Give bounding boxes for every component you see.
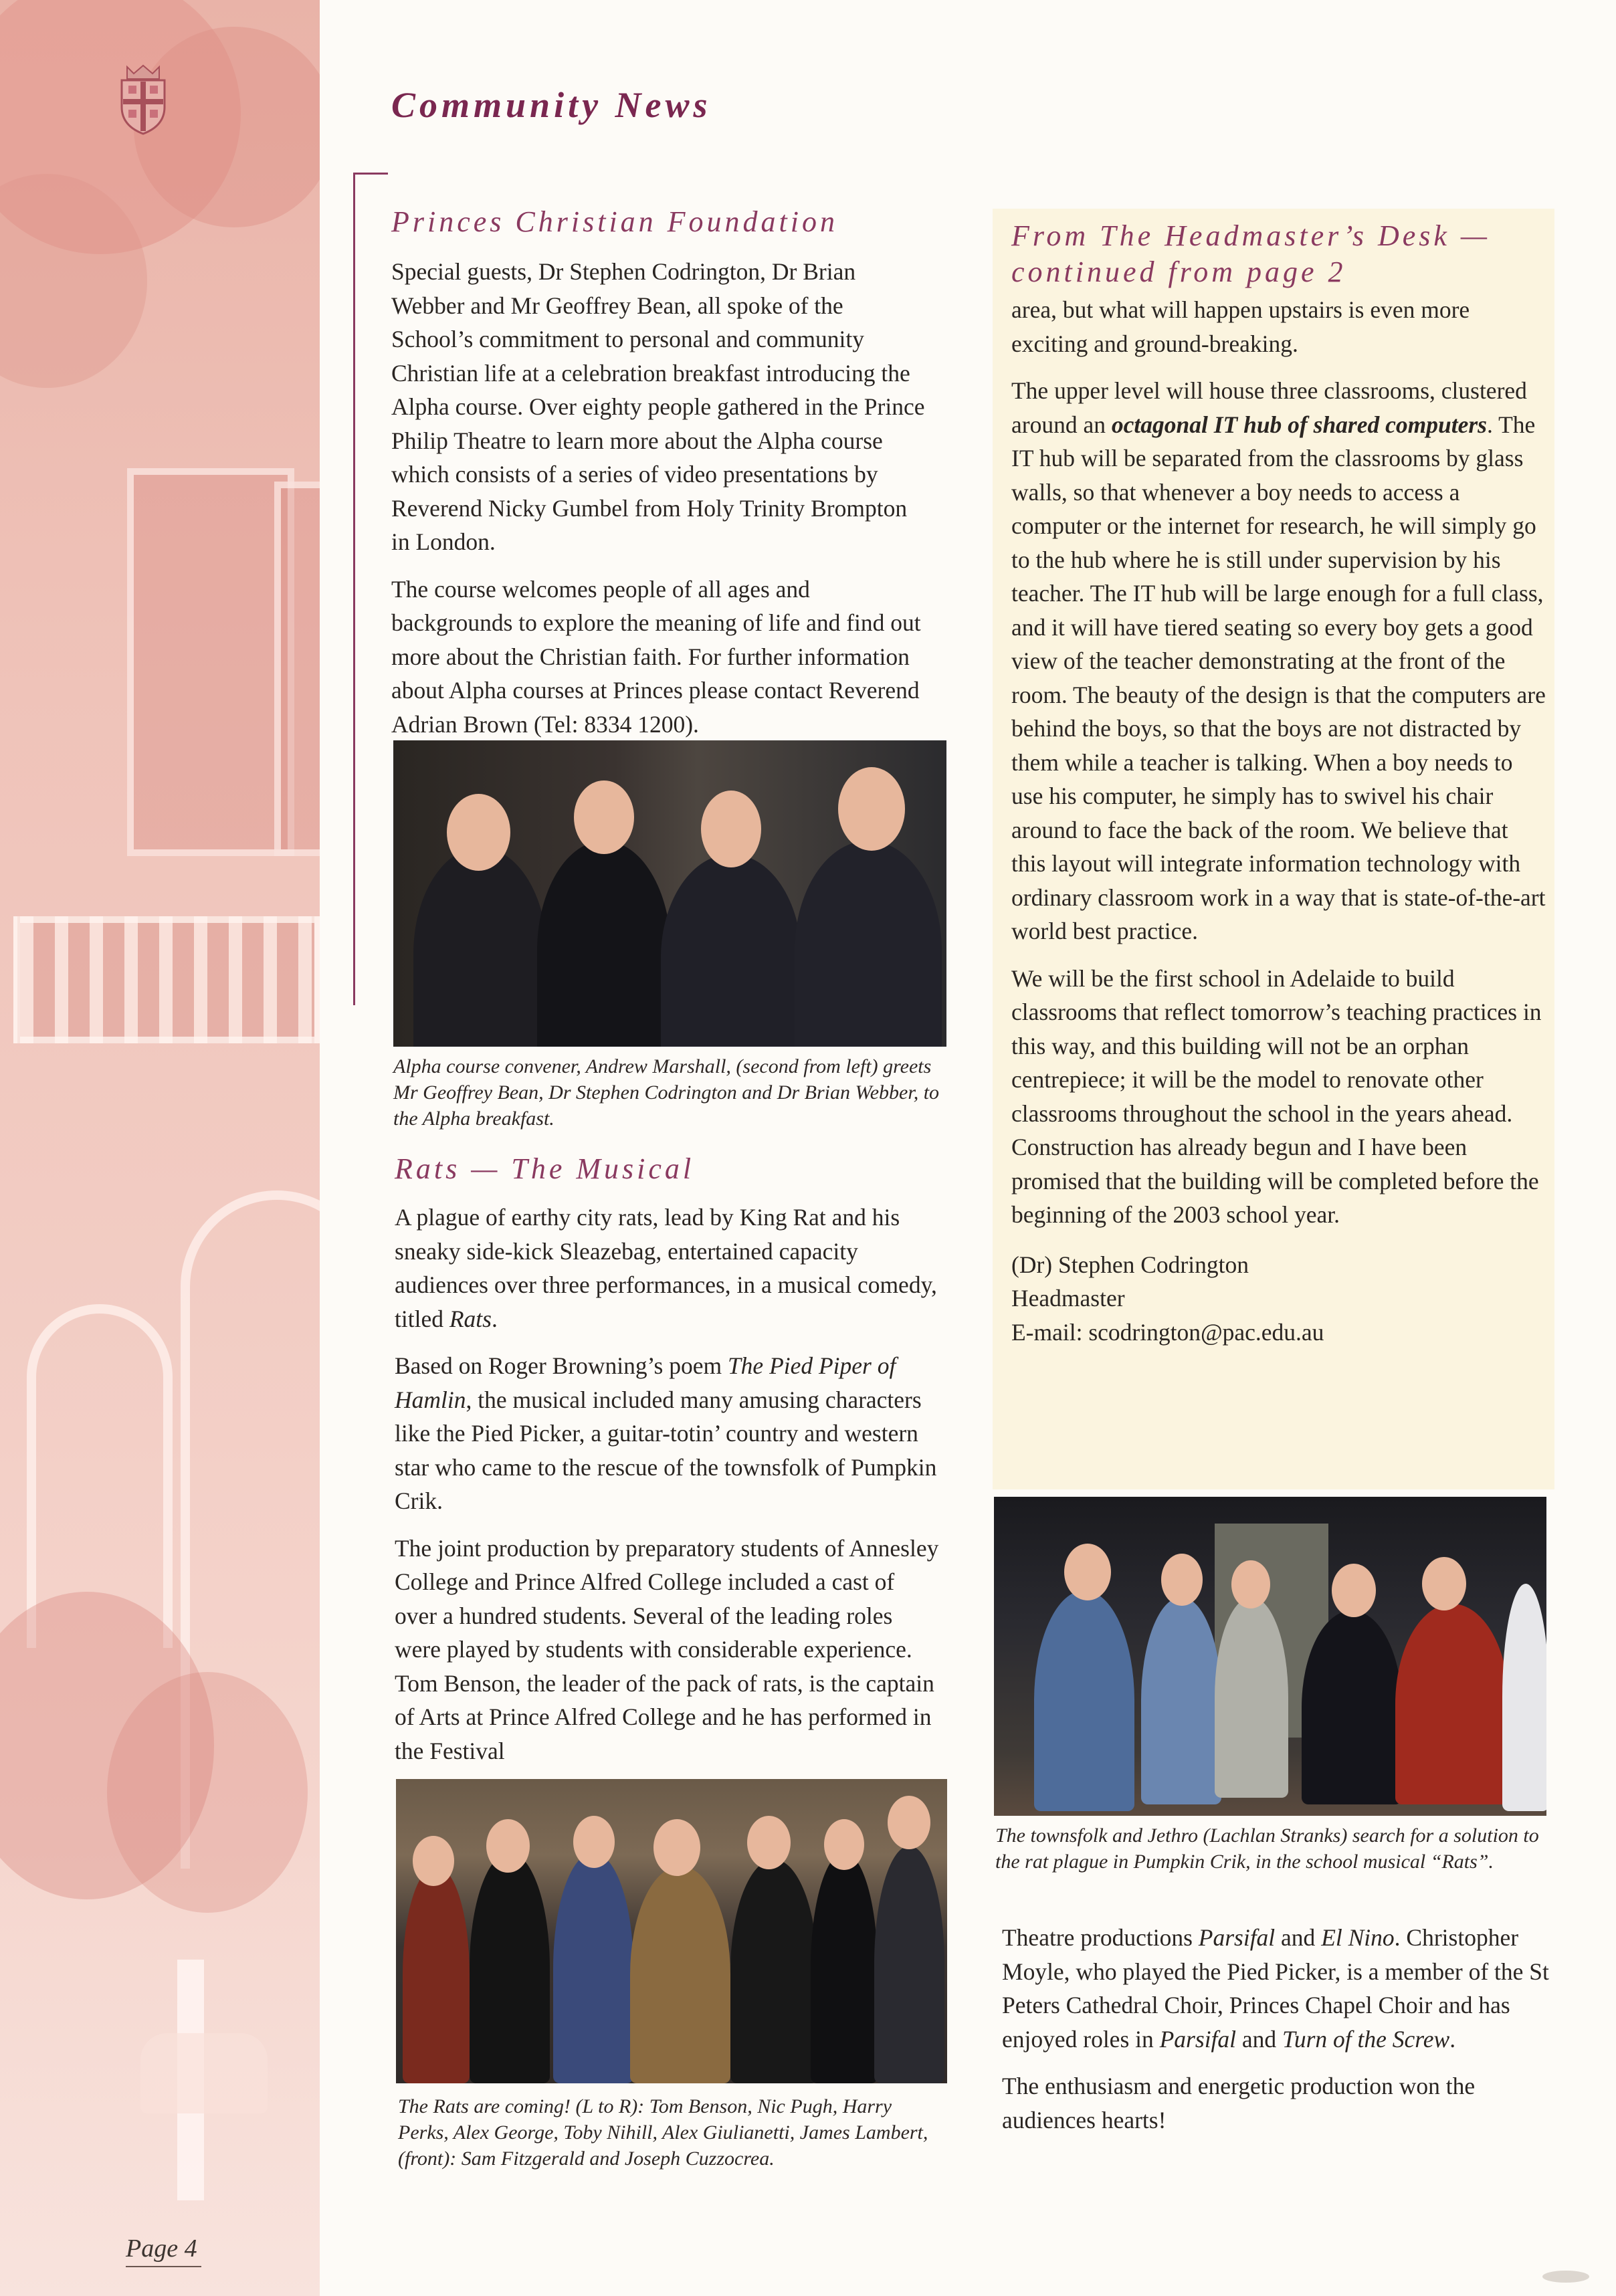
signature-name: (Dr) Stephen Codrington [1011, 1251, 1249, 1278]
article-paragraph: A plague of earthy city rats, lead by King Rat and his sneaky side-kick Sleazebag, entertained capacity audiences over three performances, in a musical comedy, titled Rats. [395, 1204, 937, 1332]
article-rats-the-musical [395, 1152, 940, 1768]
column-rule-top [353, 173, 388, 175]
scan-mark [1542, 2271, 1589, 2283]
article-princes-christian-foundation [391, 205, 926, 741]
section-title: Community News [391, 85, 712, 125]
page-number: Page 4 [126, 2234, 201, 2267]
column-rule-left [353, 173, 355, 1005]
rats-musical-stage-photo [994, 1497, 1546, 1816]
article-paragraph: We will be the first school in Adelaide to build classrooms that reflect tomorrow’s teaching practices in this way, and this building will not be an orphan centrepiece; it will be the model to renovate other classrooms throughout the school in the years ahead. Construction has already begun and I have been promised that the building will be completed before the beginning of the 2003 school year. [1011, 964, 1542, 1228]
article-heading: Princes Christian Foundation [391, 205, 838, 238]
rats-cast-photo [396, 1779, 947, 2083]
article-paragraph: Special guests, Dr Stephen Codrington, Dr Brian Webber and Mr Geoffrey Bean, all spoke of the School’s commitment to personal and community Christian life at a celebration breakfast introducing the Alpha course. Over eighty people gathered in the Prince Philip Theatre to learn more about the Alpha course which consists of a series of video presentations by Reverend Nicky Gumbel from Holy Trinity Brompton in London. [391, 258, 925, 555]
article-rats-continued [1002, 1921, 1550, 2137]
photo-caption-rats-cast: The Rats are coming! (L to R): Tom Benson, Nic Pugh, Harry Perks, Alex George, Toby Nihill, Alex Giulianetti, James Lambert, (front): Sam Fitzgerald and Joseph Cuzzocrea. [398, 2095, 928, 2170]
article-heading: From The Headmaster’s Desk — continued from page 2 [1011, 219, 1491, 288]
photo-caption-alpha: Alpha course convener, Andrew Marshall, (second from left) greets Mr Geoffrey Bean, Dr Stephen Codrington and Dr Brian Webber, to the Alpha breakfast. [393, 1055, 940, 1130]
signature-title: Headmaster [1011, 1285, 1125, 1312]
alpha-breakfast-photo [393, 740, 946, 1047]
decorative-sidebar-photo [0, 0, 320, 2296]
article-paragraph: The course welcomes people of all ages and backgrounds to explore the meaning of life and find out more about the Christian faith. For further information about Alpha courses at Princes please contact Reverend Adrian Brown (Tel: 8334 1200). [391, 575, 921, 738]
photo-caption-stage: The townsfolk and Jethro (Lachlan Stranks) search for a solution to the rat plague in Pumpkin Crik, in the school musical “Rats”. [995, 1824, 1539, 1873]
article-heading: Rats — The Musical [395, 1152, 695, 1185]
article-paragraph: The enthusiasm and energetic production won the audiences hearts! [1002, 2073, 1476, 2133]
signature-email: E-mail: scodrington@pac.edu.au [1011, 1318, 1324, 1346]
article-headmasters-desk [1011, 218, 1546, 1349]
article-paragraph: area, but what will happen upstairs is even more exciting and ground-breaking. [1011, 296, 1470, 357]
article-paragraph: Based on Roger Browning’s poem The Pied Piper of Hamlin, the musical included many amusing characters like the Pied Picker, a guitar-totin’ country and western star who came to the rescue of the townsfolk of Pumpkin Crik. [395, 1352, 937, 1514]
article-paragraph: The joint production by preparatory students of Annesley College and Prince Alfred College included a cast of over a hundred students. Several of the leading roles were played by students with considerable experience. Tom Benson, the leader of the pack of rats, is the captain of Arts at Prince Alfred College and he has performed in the Festival [395, 1534, 939, 1764]
school-crest-icon [115, 64, 171, 136]
article-paragraph: The upper level will house three classrooms, clustered around an octagonal IT hub of shared computers. The IT hub will be separated from the classrooms by glass walls, so that whenever a boy needs to access a computer or the internet for research, he will simply go to the hub where he is still under supervision by his teacher. The IT hub will be large enough for a full class, and it will have tiered seating so every boy gets a good view of the teacher demonstrating at the front of the room. The beauty of the design is that the computers are behind the boys, so that the boys are not distracted by them while a teacher is talking. When a boy needs to use his computer, he simply has to swivel his chair around to face the back of the room. We believe that this layout will integrate information technology with ordinary classroom work in a way that is state-of-the-art world best practice. [1011, 377, 1546, 944]
article-paragraph: Theatre productions Parsifal and El Nino. Christopher Moyle, who played the Pied Picker, is a member of the St Peters Cathedral Choir, Princes Chapel Choir and has enjoyed roles in Parsifal and Turn of the Screw. [1002, 1924, 1549, 2053]
